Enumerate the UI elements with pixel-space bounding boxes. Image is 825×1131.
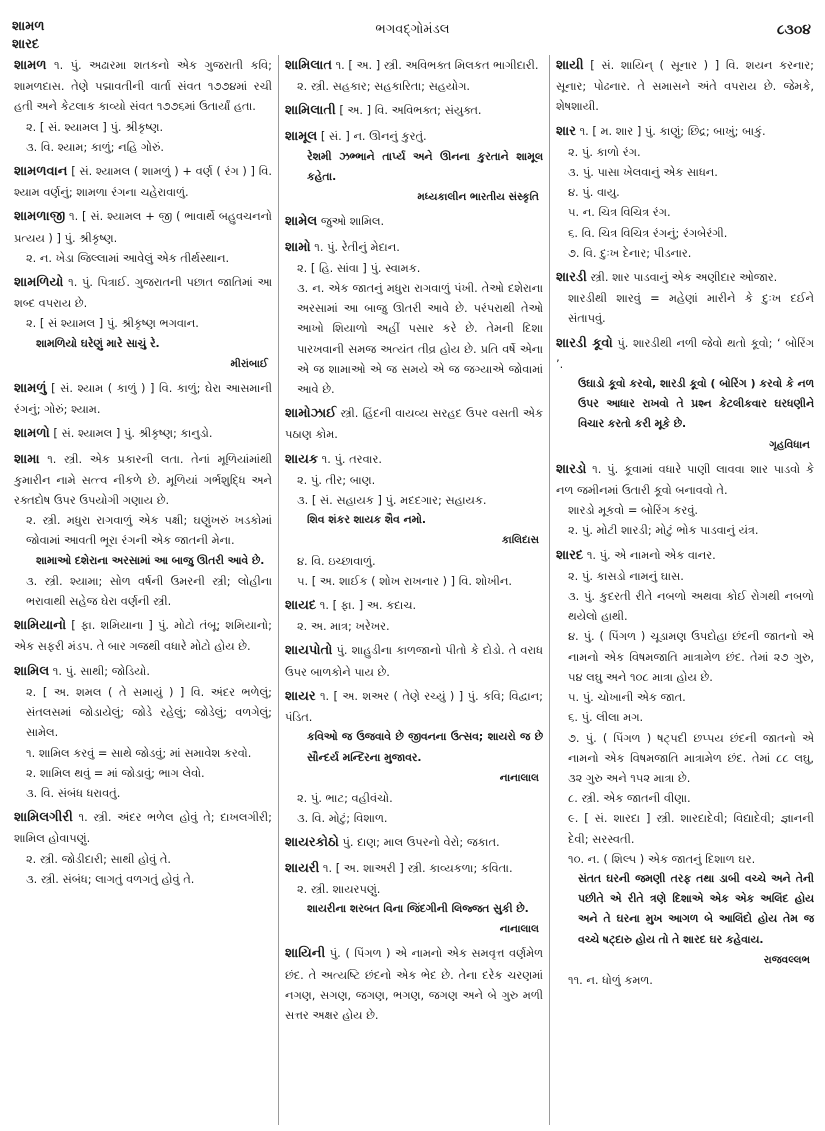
definition-text: પું. દાણ; માલ ઉપરનો વેરો; જકાત. bbox=[342, 835, 500, 850]
entry-first-line bbox=[14, 423, 272, 444]
entry-first-line bbox=[285, 943, 543, 1025]
definition-text: પું. ( પિંગળ ) એ નામનો એક સમવૃત્ત વર્ણમેળ છંદ. તે અત્યષ્ટિ છંદનો એક ભેદ છે. તેના દરેક ચરણમાં નગણ, સગણ, જગણ, ભગણ, જગણ અને બે ગુરુ મળી સત્તર અક્ષર હોય છે. bbox=[285, 946, 543, 1022]
headword: શાયર bbox=[285, 688, 316, 704]
quote-attribution: રાજવલ્લભ bbox=[763, 953, 810, 966]
entry-first-line bbox=[556, 459, 814, 500]
definition-text: ૧. સ્ત્રી. અંદર ભળેલ હોવું તે; દાખલગીરી; શામિલ હોવાપણું. bbox=[14, 810, 273, 846]
dictionary-entry bbox=[285, 595, 543, 636]
quote-attribution: મીરાંબાઈ bbox=[230, 357, 268, 370]
definition-sense: ૪. પું. ( પિંગળ ) ચૂડામણ ઉપદોહા છંદની જાતનો એ નામનો એક વિષમજાતિ માત્રામેળ છંદ. તેમાં ૨૭ ગુરુ, ૫૪ લઘુ અને ૧૦૮ માત્રા હોય છે. bbox=[568, 629, 814, 684]
definition-text: ૧. પું. તરવાર. bbox=[321, 451, 382, 466]
dictionary-entry bbox=[285, 237, 543, 400]
headword: શામળિયો bbox=[14, 275, 64, 291]
usage-quote: રેશમી ઝભ્ભાને તાર્પ્ય અને ઊનના કુરતાને શામૂલ કહેતા. bbox=[307, 149, 543, 184]
quote-attribution: મધ્યકાલીન ભારતીય સંસ્કૃતિ bbox=[417, 191, 539, 204]
definition-text: ૧. [ મ. શાર ] પું. કાણું; છિદ્ર; બાખું; બાકું. bbox=[579, 123, 766, 138]
headword: શાયરકોઠો bbox=[285, 835, 339, 851]
definition-text: ૧. પું. એ નામનો એક વાનર. bbox=[586, 547, 716, 562]
definition-sense: ૩. વિ. મોટું; વિશાળ. bbox=[297, 811, 388, 826]
entry-first-line bbox=[285, 858, 543, 879]
entry-first-line bbox=[14, 55, 272, 117]
definition-text: સ્ત્રી. શાર પાડવાનું એક અણીદાર ઓજાર. bbox=[590, 270, 778, 285]
definition-sense: ૨. પું. તીર; બાણ. bbox=[297, 472, 376, 487]
dictionary-entry bbox=[556, 545, 814, 990]
definition-sense: ૨. સ્ત્રી. સહકાર; સહકારિતા; સહયોગ. bbox=[297, 79, 471, 94]
definition-sense: ૩. સ્ત્રી. શ્યામા; સોળ વર્ષની ઉમરની સ્ત્રી; લોહીના ભરાવાથી સહેજ ઘેરા વર્ણની સ્ત્રી. bbox=[26, 573, 272, 609]
definition-sense: ૩. ન. એક જાતનું મધુરા રાગવાળું પંખી. તેઓ દશેરાના અરસામાં આ બાજુ ઊતરી આવે છે. પરંપરાથી તેઓ આખો શિયાળો અહીં પસાર કરે છે. તેમની દિશા પારખવાની સમજ અત્યંત તીવ્ર હોય છે. પ્રતિ વર્ષે એના એ જ શામાઓ એ જ સમયે એ જ જગ્યાએ જોવામાં આવે છે. bbox=[297, 281, 543, 397]
entry-first-line bbox=[285, 237, 543, 258]
headword: શામૂલ bbox=[285, 128, 318, 144]
definition-sense: ૫. પું. ચોખાની એક જાત. bbox=[568, 690, 686, 705]
column-right bbox=[549, 55, 820, 1125]
entry-first-line bbox=[556, 267, 814, 288]
definition-sense: ૯. [ સં. શારદા ] સ્ત્રી. શારદાદેવી; વિદ્યાદેવી; જ્ઞાનની દેવી; સરસ્વતી. bbox=[568, 811, 814, 846]
definition-text: ૧. [ ફા. ] અ. કદાચ. bbox=[319, 598, 417, 613]
entry-first-line bbox=[285, 211, 543, 232]
headword: શામળ bbox=[14, 58, 47, 73]
headword: શારદ bbox=[556, 547, 584, 563]
definition-sense: ૩. [ સં. સહાયક ] પું. મદદગાર; સહાયક. bbox=[297, 493, 487, 508]
definition-text: [ સં. શ્યામલ ( શામળું ) + વર્ણ ( રંગ ) ] વિ. શ્યામ વર્ણનું; શામળા રંગના ચહેરાવાળું. bbox=[14, 164, 272, 200]
column-middle bbox=[278, 55, 549, 1125]
definition-sense: ૨. પું. કાળો રંગ. bbox=[568, 144, 641, 159]
definition-sense: શારડો મૂકવો = બોરિંગ કરવું. bbox=[568, 503, 699, 518]
headword: શાયરી bbox=[285, 860, 320, 876]
definition-text: [ સં. શ્યામ ( કાળું ) ] વિ. કાળું; ઘેરા આસમાની રંગનું; ગોરું; શ્યામ. bbox=[14, 381, 272, 417]
guide-word-top: શામળ bbox=[12, 19, 45, 34]
definition-text: [ સં. ] ન. ઊનનું કુરતું. bbox=[320, 128, 427, 143]
definition-sense: ૧. શામિલ કરવું = સાથે જોડવું; માં સમાવેશ કરવો. bbox=[26, 745, 252, 760]
dictionary-entry bbox=[556, 55, 814, 117]
usage-quote: કવિઓ જ ઉજવાવે છે જીવનના ઉત્સવ; શાયરો જ છે સૌન્દર્ય મન્દિરના મુજાવર. bbox=[307, 730, 543, 764]
definition-text: ૧. પું. સાથી; જોડિયો. bbox=[52, 663, 150, 678]
headword: શાયી bbox=[556, 58, 584, 73]
definition-sense: ૧૧. ન. ધોળું કમળ. bbox=[568, 972, 653, 987]
entry-first-line bbox=[285, 55, 543, 76]
dictionary-entry bbox=[14, 161, 272, 202]
column-left bbox=[8, 55, 278, 1125]
definition-sense: ૨. [ સં શ્યામલ ] પું. શ્રીકૃષ્ણ ભગવાન. bbox=[26, 316, 199, 331]
definition-sense: ૮. સ્ત્રી. એક જાતની વીણા. bbox=[568, 791, 691, 806]
headword: શાયિની bbox=[285, 946, 326, 962]
definition-sense: ૭. વિ. દુઃખ દેનાર; પીડનાર. bbox=[568, 245, 692, 260]
definition-text: [ ફા. શમિયાના ] પું. મોટો તંબૂ; શમિયાનો; એક સફરી મંડપ. તે બાર ગજથી વધારે મોટો હોય છે. bbox=[14, 618, 272, 654]
definition-text: ૧. પું. કૂવામાં વધારે પાણી લાવવા શાર પાડવો કે નળ જમીનમાં ઉતારી કૂવો બનાવવો તે. bbox=[556, 461, 814, 498]
entry-first-line bbox=[285, 686, 543, 727]
definition-sense: ૩. સ્ત્રી. સંબંધ; લાગતું વળગતું હોવું તે. bbox=[26, 871, 195, 886]
entry-first-line bbox=[285, 595, 543, 616]
page-number: ૮૩૦૪ bbox=[776, 22, 811, 38]
definition-text: ૧. પું. રેતીનું મેદાન. bbox=[314, 239, 400, 254]
headword: શાયદ bbox=[285, 598, 317, 614]
definition-sense: ૫. ન. ચિત્ર વિચિત્ર રંગ. bbox=[568, 205, 671, 220]
headword: શામિયાનો bbox=[14, 618, 67, 634]
headword: શારડી bbox=[556, 270, 587, 286]
guide-word-bottom: શારદ bbox=[12, 37, 40, 52]
definition-text: પું. શાહુડીના કાળજાનો પીતો કે દોડો. તે વરાધ ઉપર બાળકોને પાય છે. bbox=[285, 643, 544, 679]
headword: શાર bbox=[556, 123, 576, 139]
definition-text: જુઓ શામિલ. bbox=[320, 214, 385, 229]
definition-sense: ૧૦. ન. ( શિલ્પ ) એક જાતનું દિશાળ ઘર. bbox=[568, 851, 756, 866]
dictionary-entry bbox=[285, 403, 543, 444]
entry-first-line bbox=[556, 121, 814, 142]
dictionary-entry bbox=[285, 640, 543, 681]
dictionary-entry bbox=[556, 459, 814, 541]
dictionary-entry bbox=[14, 272, 272, 374]
dictionary-entry bbox=[14, 449, 272, 612]
usage-quote: શાયરીના શરબત વિના જિંદગીની લિજ્જત સુકી છે. bbox=[307, 901, 529, 915]
entry-first-line bbox=[14, 272, 272, 313]
entry-first-line bbox=[14, 615, 272, 656]
headword: શામળું bbox=[14, 381, 47, 397]
dictionary-entry bbox=[556, 333, 814, 455]
entry-first-line bbox=[285, 449, 543, 470]
entry-first-line bbox=[14, 161, 272, 202]
headword: શામિલગીરી bbox=[14, 810, 73, 826]
dictionary-entry bbox=[14, 661, 272, 803]
book-title: ભગવદ્ગોમંડલ bbox=[375, 22, 450, 37]
dictionary-entry bbox=[14, 206, 272, 268]
dictionary-entry bbox=[14, 55, 272, 157]
dictionary-entry bbox=[556, 121, 814, 263]
entry-first-line bbox=[14, 378, 272, 419]
quote-attribution: કાલિદાસ bbox=[501, 534, 539, 547]
dictionary-entry bbox=[14, 378, 272, 419]
definition-text: [ સં. શ્યામલ ] પું. શ્રીકૃષ્ણ; કાનુડો. bbox=[53, 426, 213, 441]
dictionary-entry bbox=[285, 832, 543, 853]
headword: શાયક bbox=[285, 451, 319, 467]
definition-text: પું. શારડીથી નળી જેવો થતો કૂવો; ‘ બોરિંગ ’. bbox=[556, 335, 815, 371]
definition-text: ૧. પું. પિત્રાઈ. ગુજરાતની પછાત જાતિમાં આ શબ્દ વપરાય છે. bbox=[14, 275, 272, 311]
definition-sense: ૬. વિ. ચિત્ર વિચિત્ર રંગનું; રંગબેરંગી. bbox=[568, 225, 728, 240]
definition-sense: ૨. પું. ભાટ; વહીવંચો. bbox=[297, 790, 393, 805]
headword: શામિલાત bbox=[285, 58, 332, 73]
usage-quote: શિવ શંકર શાયક શૈવ નમો. bbox=[307, 513, 427, 527]
entry-first-line bbox=[14, 206, 272, 247]
definition-sense: ૨. ન. ખેડા જિલ્લામાં આવેલું એક તીર્થસ્થાન. bbox=[26, 250, 230, 265]
definition-sense: ૨. પું. મોટી શારડી; મોટું ભોક પાડવાનું યંત્ર. bbox=[568, 523, 759, 538]
definition-text: ૧. સ્ત્રી. એક પ્રકારની લતા. તેનાં મૂળિયાંમાંથી કુમારીન નામે સત્ત્વ નીકળે છે. મૂળિયાં ગર્ભશુદ્ધિ અને રક્તદોષ ઉપર ઉપયોગી ગણાય છે. bbox=[14, 451, 272, 508]
definition-text: ૧. [ અ. શાઅરી ] સ્ત્રી. કાવ્યકળા; કવિતા. bbox=[322, 860, 513, 875]
definition-sense: ૩. વિ. સંબંધ ધરાવતું. bbox=[26, 785, 121, 800]
entry-first-line bbox=[285, 100, 543, 121]
entry-first-line bbox=[556, 55, 814, 117]
headword: શામિલાતી bbox=[285, 103, 336, 119]
definition-sense: ૨. પું. કાસડો નામનું ઘાસ. bbox=[568, 568, 684, 583]
quote-attribution: નાનાલાલ bbox=[499, 923, 539, 936]
definition-text: ૧. પું. અઢારમા શતકનો એક ગુજરાતી કવિ; શામળદાસ. તેણે પદ્માવતીની વાર્તા સંવત ૧૭૭૪માં રચી હતી અને કેટલાક કાવ્યો સંવત ૧૭૭૬માં ઉતાર્યાં હતા. bbox=[14, 58, 272, 114]
headword: શામો bbox=[285, 239, 311, 255]
dictionary-entry bbox=[14, 423, 272, 444]
headword: શામિલ bbox=[14, 663, 50, 679]
entry-first-line bbox=[556, 333, 814, 374]
usage-quote: શામાઓ દશેરાના અરસામાં આ બાજુ ઊતરી આવે છે. bbox=[36, 553, 265, 567]
definition-sense: ૨. સ્ત્રી. જોડીદારી; સાથી હોવું તે. bbox=[26, 851, 172, 866]
entry-first-line bbox=[285, 832, 543, 853]
entry-first-line bbox=[556, 545, 814, 566]
definition-sense: શારડીથી શારવું = મહેણાં મારીને કે દુઃખ દઈને સંતાપવું. bbox=[568, 291, 814, 326]
definition-sense: ૬. પું. લીલા મગ. bbox=[568, 710, 644, 725]
dictionary-entry bbox=[14, 807, 272, 889]
definition-sense: ૪. વિ. ઇચ્છાવાળું. bbox=[297, 553, 376, 568]
definition-sense: ૩. પું. પાસા ખેલવાનું એક સાધન. bbox=[568, 165, 718, 180]
definition-sense: ૨. સ્ત્રી. મધુરા રાગવાળું એક પક્ષી; ઘણુંખરું ખડકોમાં જોવામાં આવતી ભૂરા રંગની એક જાતની મેના. bbox=[26, 513, 272, 548]
entry-first-line bbox=[14, 661, 272, 682]
quote-attribution: ગૃહવિધાન bbox=[769, 438, 810, 451]
dictionary-entry bbox=[285, 55, 543, 96]
definition-text: ૧. [ અ. ] સ્ત્રી. અવિભક્ત મિલકત ભાગીદારી. bbox=[335, 58, 539, 72]
definition-text: [ સં. શાયિન્ ( સૂનાર ) ] વિ. શયન કરનાર; સૂનાર; પોઢનાર. તે સમાસને અંતે વપરાય છે. જેમકે, શેષશાયી. bbox=[556, 58, 815, 114]
definition-sense: ૨. શામિલ થવું = માં જોડાવું; ભાગ લેવો. bbox=[26, 765, 205, 780]
dictionary-entry bbox=[285, 449, 543, 591]
definition-sense: ૨. અ. માત્ર; ખરેખર. bbox=[297, 619, 390, 634]
definition-text: [ અ. ] વિ. અવિભક્ત; સંયુક્ત. bbox=[339, 103, 482, 118]
page-header bbox=[0, 0, 825, 60]
headword: શામેલ bbox=[285, 214, 318, 230]
dictionary-entry bbox=[285, 100, 543, 121]
headword: શામળાજી bbox=[14, 209, 66, 225]
dictionary-entry bbox=[285, 943, 543, 1025]
dictionary-entry bbox=[556, 267, 814, 329]
entry-first-line bbox=[285, 640, 543, 681]
definition-sense: ૨. [ સં. શ્યામલ ] પું. શ્રીકૃષ્ણ. bbox=[26, 119, 164, 134]
definition-sense: ૪. પું. વાયુ. bbox=[568, 185, 620, 200]
definition-sense: ૫. [ અ. શાઈક ( શોખ રાખનાર ) ] વિ. શોખીન. bbox=[297, 573, 512, 588]
entry-first-line bbox=[285, 403, 543, 444]
headword: શાયપોતો bbox=[285, 643, 333, 659]
dictionary-entry bbox=[285, 211, 543, 232]
usage-quote: ઉઘાડો કૂવો કરવો, શારડી કૂવો ( બોરિંગ ) કરવો કે નળ ઉપર આધાર રાખવો તે પ્રશ્ન કેટલીકવાર ઘરધણીને વિચાર કરતો કરી મૂકે છે. bbox=[578, 377, 814, 431]
headword: શામળો bbox=[14, 426, 50, 442]
definition-text: ૧. [ અ. શઅર ( તેણે રચ્યું ) ] પું. કવિ; વિદ્વાન; પંડિત. bbox=[285, 688, 543, 725]
entry-first-line bbox=[14, 449, 272, 511]
dictionary-entry bbox=[285, 126, 543, 208]
headword: શામળવાન bbox=[14, 164, 68, 180]
headword: શારડી કૂવો bbox=[556, 335, 613, 351]
dictionary-entry bbox=[285, 858, 543, 940]
definition-sense: ૩. પું. કુદરતી રીતે નબળો અથવા કોઈ રોગથી નબળો થયેલો હાથી. bbox=[568, 589, 814, 624]
entry-first-line bbox=[285, 126, 543, 147]
headword: શારડો bbox=[556, 461, 587, 477]
definition-sense: ૨. [ હિ. સાંવા ] પું. સ્વામક. bbox=[297, 260, 421, 275]
quote-attribution: નાનાલાલ bbox=[499, 771, 539, 784]
dictionary-entry bbox=[14, 615, 272, 656]
usage-quote: શામળિયો ઘરેણું મારે સાચું રે. bbox=[36, 336, 160, 350]
dictionary-columns bbox=[8, 55, 820, 1125]
entry-first-line bbox=[14, 807, 272, 848]
definition-text: ૧. [ સં. શ્યામલ + જી ( ભાવાર્થે બહુવચનનો પ્રત્યય ) ] પું. શ્રીકૃષ્ણ. bbox=[14, 209, 272, 245]
definition-text: સ્ત્રી. હિંદની વાયવ્ય સરહદ ઉપર વસતી એક પઠાણ કોમ. bbox=[285, 406, 543, 442]
dictionary-entry bbox=[285, 686, 543, 828]
usage-quote: સંતત ઘરની જમણી તરફ તથા ડાબી વચ્ચે અને તેની પછીતે એ રીતે ત્રણે દિશાએ એક એક અલિંદ હોય અને તે ઘરના મુખ આગળ બે આલિંદો હોય તેમ જ વચ્ચે ષટ્દારુ હોય તો તે શારદ ઘર કહેવાય. bbox=[578, 871, 814, 946]
definition-sense: ૭. પું. ( પિંગળ ) ષટ્પદી છપ્પય છંદની જાતનો એ નામનો એક વિષમજાતિ માત્રામેળ છંદ. તેમાં ૮૮ લઘુ, ૩૨ ગુરુ અને ૧૫૨ માત્રા છે. bbox=[568, 730, 814, 785]
headword: શામા bbox=[14, 451, 40, 467]
definition-sense: ૩. વિ. શ્યામ; કાળું; નહિ ગોરું. bbox=[26, 139, 164, 154]
definition-sense: ૨. [ અ. શમલ ( તે સમાયું ) ] વિ. અંદર ભળેલું; સંતલસમાં જોડાયેલું; જોડે રહેલું; જોડેલું; વળગેલું; સામેલ. bbox=[26, 684, 272, 740]
definition-sense: ૨. સ્ત્રી. શાયરપણું. bbox=[297, 881, 381, 896]
headword: શામોઝાઈ bbox=[285, 406, 337, 422]
